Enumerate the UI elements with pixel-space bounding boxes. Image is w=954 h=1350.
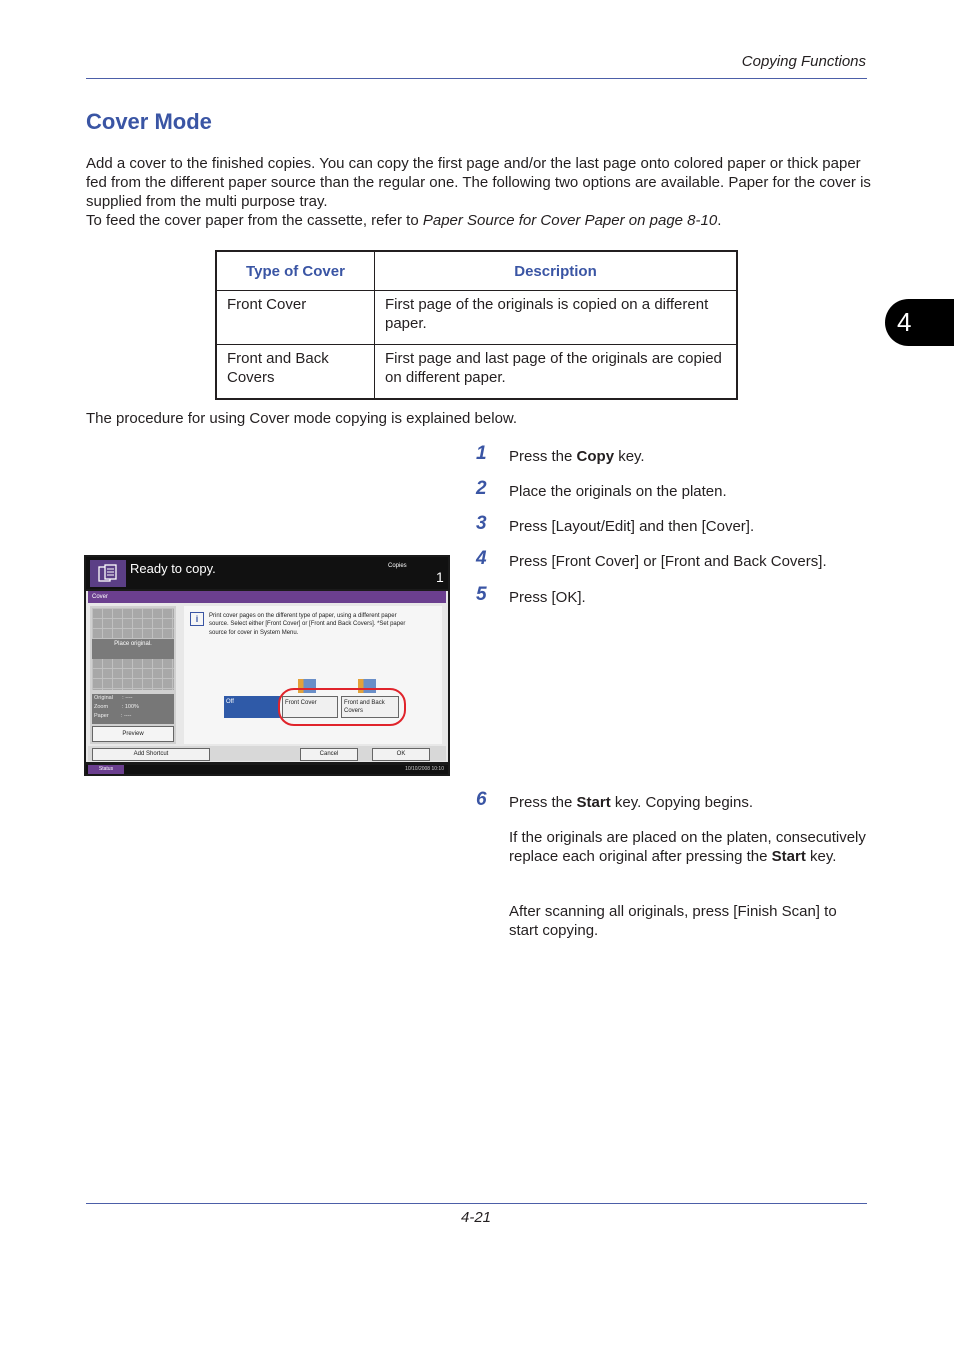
step-text: Press [Layout/Edit] and then [Cover]. (509, 518, 755, 535)
intro-paragraph-1: Add a cover to the finished copies. You can copy the first page and/or the last page onto colored paper or thick paper fed from the different paper source than the regular one. The following two options are available. Paper for the cover is supplied from the multi purpose tray. (86, 155, 871, 210)
footer-rule (86, 1203, 867, 1204)
screen-body (86, 591, 448, 762)
screen-add-shortcut-button[interactable]: Add Shortcut (92, 748, 210, 761)
step-number: 6 (476, 789, 487, 810)
screen-top-bar (86, 557, 448, 589)
copier-screen-image (84, 555, 450, 776)
screen-status-bar (86, 765, 448, 774)
step-text: Press [OK]. (509, 589, 586, 606)
screen-options-panel (184, 606, 442, 744)
info-icon: i (190, 612, 204, 626)
screen-bottom-bar (88, 746, 446, 761)
screen-datetime: 10/10/2008 10:10 (405, 766, 444, 772)
chapter-tab: 4 (885, 299, 954, 346)
intro-prefix: To feed the cover paper from the cassette, refer to (86, 212, 423, 229)
cover-type-table (215, 250, 738, 400)
step-number: 1 (476, 443, 487, 464)
procedure-intro: The procedure for using Cover mode copying is explained below. (86, 410, 518, 427)
screen-place-original: Place original. (92, 639, 174, 659)
screen-preview-grid (92, 608, 174, 690)
table-row (216, 291, 737, 345)
screen-copies-value: 1 (436, 569, 444, 585)
table-row (216, 345, 737, 400)
screen-info-box: Original : ---- Zoom : 100% Paper : ---- (92, 694, 174, 724)
step-number: 3 (476, 513, 487, 534)
screen-front-back-covers-button[interactable]: Front and Back Covers (341, 696, 399, 718)
screen-panel-title: Cover (88, 591, 446, 603)
table-header-description: Description (375, 251, 738, 291)
screen-status-text: Ready to copy. (130, 561, 216, 576)
running-header: Copying Functions (741, 53, 866, 70)
table-cell-type: Front and Back Covers (216, 345, 375, 400)
screen-off-button[interactable]: Off (224, 696, 280, 718)
copy-mode-icon (90, 560, 126, 587)
cross-reference-link[interactable]: Paper Source for Cover Paper on page 8-10 (422, 212, 718, 229)
step-number: 5 (476, 584, 487, 605)
table-cell-type: Front Cover (216, 291, 375, 345)
page-title: Cover Mode (86, 109, 212, 134)
step-text: Place the originals on the platen. (509, 483, 727, 500)
screen-ok-button[interactable]: OK (372, 748, 430, 761)
table-cell-description: First page of the originals is copied on a different paper. (375, 291, 738, 345)
intro-text (86, 154, 871, 230)
step-number: 2 (476, 478, 487, 499)
step-number: 4 (476, 548, 487, 569)
screen-front-cover-button[interactable]: Front Cover (282, 696, 338, 718)
screen-copies-label: Copies (388, 563, 407, 569)
table-header-row (216, 251, 737, 291)
step-text: Press [Front Cover] or [Front and Back Covers]. (509, 553, 827, 570)
screen-preview-panel (90, 606, 176, 744)
screen-message: Print cover pages on the different type of paper, using a different paper source. Select either [Front Cover] or [Front and Back Covers]. *Set paper source for cover in System Menu. (209, 613, 406, 636)
header-rule (86, 78, 867, 79)
intro-suffix: . (717, 212, 722, 229)
intro-paragraph-2 (86, 211, 871, 230)
page-number: 4-21 (461, 1209, 492, 1226)
screen-status-button[interactable]: Status (88, 765, 124, 774)
screen-preview-button[interactable]: Preview (92, 726, 174, 742)
table-cell-description: First page and last page of the originals are copied on different paper. (375, 345, 738, 400)
step-6-note-1: If the originals are placed on the platen, consecutively replace each original after pressing the Start key. (509, 829, 866, 865)
table-header-type: Type of Cover (216, 251, 375, 291)
step-text: Press the Start key. Copying begins. (509, 794, 754, 811)
step-text: Press the Copy key. (509, 448, 645, 465)
highlight-ring (278, 688, 406, 726)
step-6-note-2: After scanning all originals, press [Finish Scan] to start copying. (509, 903, 837, 939)
screen-cancel-button[interactable]: Cancel (300, 748, 358, 761)
